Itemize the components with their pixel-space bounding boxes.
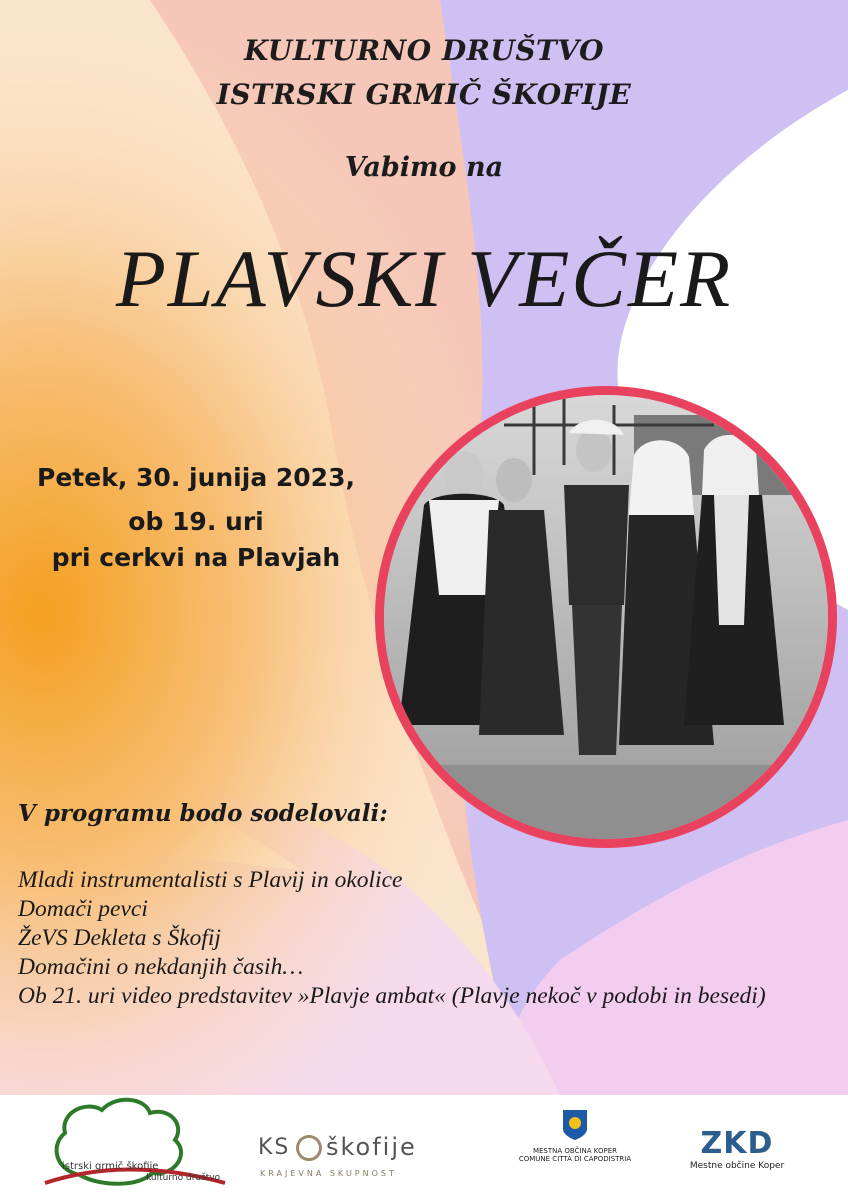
sponsor-footer xyxy=(0,1095,848,1200)
program-item: Ob 21. uri video predstavitev »Plavje ambat« (Plavje nekoč v podobi in besedi) xyxy=(18,983,766,1009)
coat-of-arms-icon xyxy=(562,1109,588,1141)
invite-text: Vabimo na xyxy=(344,152,504,183)
program-item: Mladi instrumentalisti s Plavij in okolice xyxy=(18,867,403,893)
event-date: Petek, 30. junija 2023, xyxy=(37,463,355,492)
logo1-text-right: kulturno društvo xyxy=(146,1173,221,1183)
program-item: Domači pevci xyxy=(18,896,148,922)
logo-ks-skofije xyxy=(258,1123,438,1183)
logo-istrski-grmic xyxy=(40,1095,230,1195)
historic-group-photo xyxy=(384,395,828,839)
logo2-sub: KRAJEVNA SKUPNOST xyxy=(260,1169,397,1178)
logo2-ks: KS xyxy=(258,1135,291,1160)
organization-name-line1: KULTURNO DRUŠTVO xyxy=(243,34,605,67)
event-title: PLAVSKI VEČER xyxy=(115,233,733,324)
program-heading: V programu bodo sodelovali: xyxy=(18,800,388,827)
logo4-sub: Mestne občine Koper xyxy=(689,1161,785,1171)
event-place: pri cerkvi na Plavjah xyxy=(51,543,341,572)
event-time: ob 19. uri xyxy=(128,507,264,536)
logo3-line2: COMUNE CITTÀ DI CAPODISTRIA xyxy=(518,1155,632,1163)
program-list xyxy=(18,866,828,1011)
logo-mestna-obcina-koper xyxy=(505,1109,645,1191)
zkd-mark: ZKD xyxy=(700,1126,774,1161)
logo-zkd xyxy=(682,1126,792,1189)
logo3-line1: MESTNA OBČINA KOPER xyxy=(532,1147,618,1155)
organization-name-line2: ISTRSKI GRMIČ ŠKOFIJE xyxy=(216,78,632,111)
program-item: Domačini o nekdanjih časih… xyxy=(18,954,304,980)
logo2-name: škofije xyxy=(326,1133,417,1161)
flower-icon xyxy=(296,1135,322,1161)
logo1-text-left: istrski grmič škofije xyxy=(62,1161,159,1172)
program-item: ŽeVS Dekleta s Škofij xyxy=(18,925,221,951)
